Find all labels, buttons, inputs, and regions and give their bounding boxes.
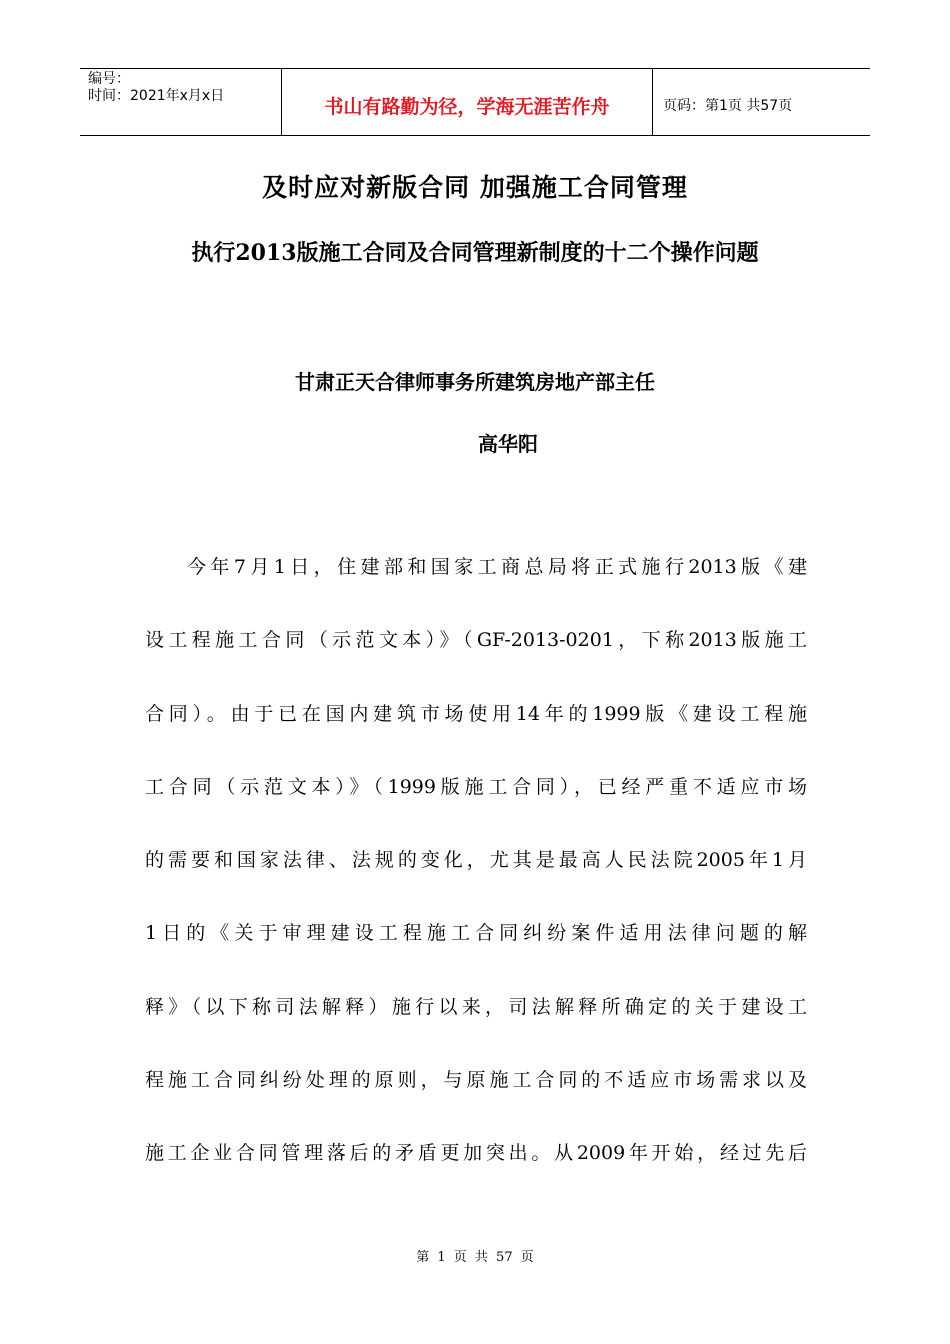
document-subtitle: 执行2013版施工合同及合同管理新制度的十二个操作问题 [191, 240, 759, 266]
date-label: 时间：2021年x月x日 [88, 88, 225, 104]
number-label: 编号： [88, 71, 130, 87]
body-line: 工合同（示范文本）》（1999版施工合同），已经严重不适应市场 [145, 775, 807, 798]
motto: 书山有路勤为径，学海无涯苦作舟 [282, 69, 653, 135]
author-organization: 甘肃正天合律师事务所建筑房地产部主任 [295, 370, 655, 394]
page-info: 页码：第1页 共57页 [663, 98, 793, 114]
page-footer: 第 1 页 共 57 页 [416, 1250, 534, 1265]
header-left-cell [80, 69, 282, 135]
body-line: 今年7月1日，住建部和国家工商总局将正式施行2013版《建 [187, 556, 807, 578]
body-line: 的需要和国家法律、法规的变化，尤其是最高人民法院2005年1月 [145, 849, 807, 872]
author-name: 高华阳 [478, 432, 538, 456]
body-line: 设工程施工合同（示范文本）》（GF-2013-0201，下称2013版施工 [145, 629, 807, 652]
body-line: 合同）。由于已在国内建筑市场使用14年的1999版《建设工程施 [145, 702, 807, 725]
header-table [80, 68, 870, 136]
body-line: 1日的《关于审理建设工程施工合同纠纷案件适用法律问题的解 [145, 922, 807, 945]
body-paragraph [145, 553, 807, 1213]
document-title: 及时应对新版合同 加强施工合同管理 [262, 173, 688, 202]
body-line: 释》（以下称司法解释）施行以来，司法解释所确定的关于建设工 [145, 995, 807, 1018]
body-line: 程施工合同纠纷处理的原则，与原施工合同的不适应市场需求以及 [145, 1069, 807, 1092]
body-line: 施工企业合同管理落后的矛盾更加突出。从2009年开始，经过先后 [145, 1142, 807, 1165]
